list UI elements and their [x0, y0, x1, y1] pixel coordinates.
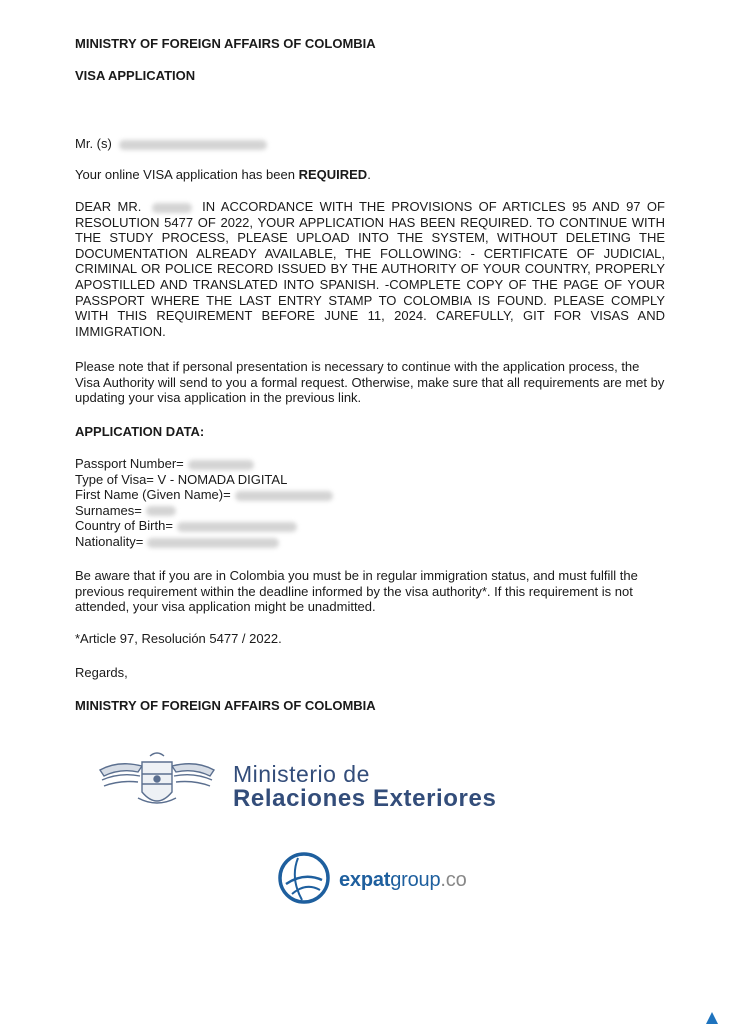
first-name-row: First Name (Given Name)= [75, 487, 665, 503]
redacted-name [119, 140, 267, 150]
expat-wordmark-tld: .co [440, 869, 467, 891]
expat-wordmark [339, 869, 467, 892]
visa-type-value: V - NOMADA DIGITAL [157, 471, 288, 487]
redacted-first-name [235, 491, 333, 501]
redacted-passport [188, 460, 254, 470]
redacted-country [177, 522, 297, 532]
expat-wordmark-light: group [390, 869, 441, 891]
redacted-surname [152, 203, 192, 213]
nationality-row: Nationality= [75, 534, 665, 550]
status-line [75, 167, 371, 183]
colombia-coat-of-arms-icon [98, 752, 216, 814]
ministry-wordmark-line2: Relaciones Exteriores [233, 785, 497, 812]
visa-type-row: Type of Visa= V - NOMADA DIGITAL [75, 471, 288, 487]
corner-arrow-icon [706, 1012, 718, 1024]
main-paragraph [75, 199, 665, 339]
header-subject: VISA APPLICATION [75, 68, 196, 83]
surnames-row: Surnames= [75, 503, 665, 519]
salutation [75, 136, 267, 152]
header-ministry: MINISTRY OF FOREIGN AFFAIRS OF COLOMBIA [75, 36, 376, 51]
closing: Regards, [75, 665, 128, 680]
country-of-birth-row: Country of Birth= [75, 518, 665, 534]
note-paragraph: Please note that if personal presentation is necessary to continue with the application process, the Visa Authority will send to you a formal request. Otherwise, make sure that all requirements are met by updating your visa application in the previous link. [75, 359, 665, 406]
status-suffix: . [367, 167, 371, 182]
warning-paragraph: Be aware that if you are in Colombia you must be in regular immigration status, and must fulfill the previous requirement within the deadline informed by the visa authority*. If this requirement is not attended, your visa application might be unadmitted. [75, 568, 638, 615]
passport-number-row: Passport Number= [75, 456, 665, 472]
application-data-list [75, 456, 665, 550]
application-data-heading: APPLICATION DATA: [75, 424, 205, 439]
footnote: *Article 97, Resolución 5477 / 2022. [75, 631, 282, 646]
status-word: REQUIRED [298, 167, 368, 182]
ministry-wordmark [233, 762, 496, 812]
expat-wordmark-bold: expat [339, 869, 391, 891]
salutation-label: Mr. (s) [75, 136, 112, 151]
signature: MINISTRY OF FOREIGN AFFAIRS OF COLOMBIA [75, 698, 376, 713]
ministry-logo [98, 752, 658, 822]
expat-group-logo [276, 850, 476, 908]
main-paragraph-text: IN ACCORDANCE WITH THE PROVISIONS OF ARTICLES 95 AND 97 OF RESOLUTION 5477 OF 2022, YOUR APPLICATION HAS BEEN REQUIRED. TO CONTINUE WITH THE STUDY PROCESS, PLEASE UPLOAD INTO THE SYSTEM, WITHOUT DELETING THE DOCUMENTATION ALREADY AVAILABLE, THE FOLLOWING: - CERTIFICATE OF JUDICIAL, CRIMINAL OR POLICE RECORD ISSUED BY THE AUTHORITY OF YOUR COUNTRY, PROPERLY APOSTILLED AND TRANSLATED INTO SPANISH. -COMPLETE COPY OF THE PAGE OF YOUR PASSPORT WHERE THE LAST ENTRY STAMP TO COLOMBIA IS FOUND. PLEASE COMPLY WITH THIS REQUIREMENT BEFORE JUNE 11, 2024. CAREFULLY, GIT FOR VISAS AND IMMIGRATION. [75, 199, 665, 339]
status-prefix: Your online VISA application has been [75, 167, 299, 182]
redacted-nationality [147, 538, 279, 548]
globe-icon [276, 850, 332, 906]
dear-prefix: DEAR MR. [75, 199, 142, 214]
ministry-wordmark-line1: Ministerio de [233, 761, 370, 787]
redacted-surnames [146, 506, 176, 516]
